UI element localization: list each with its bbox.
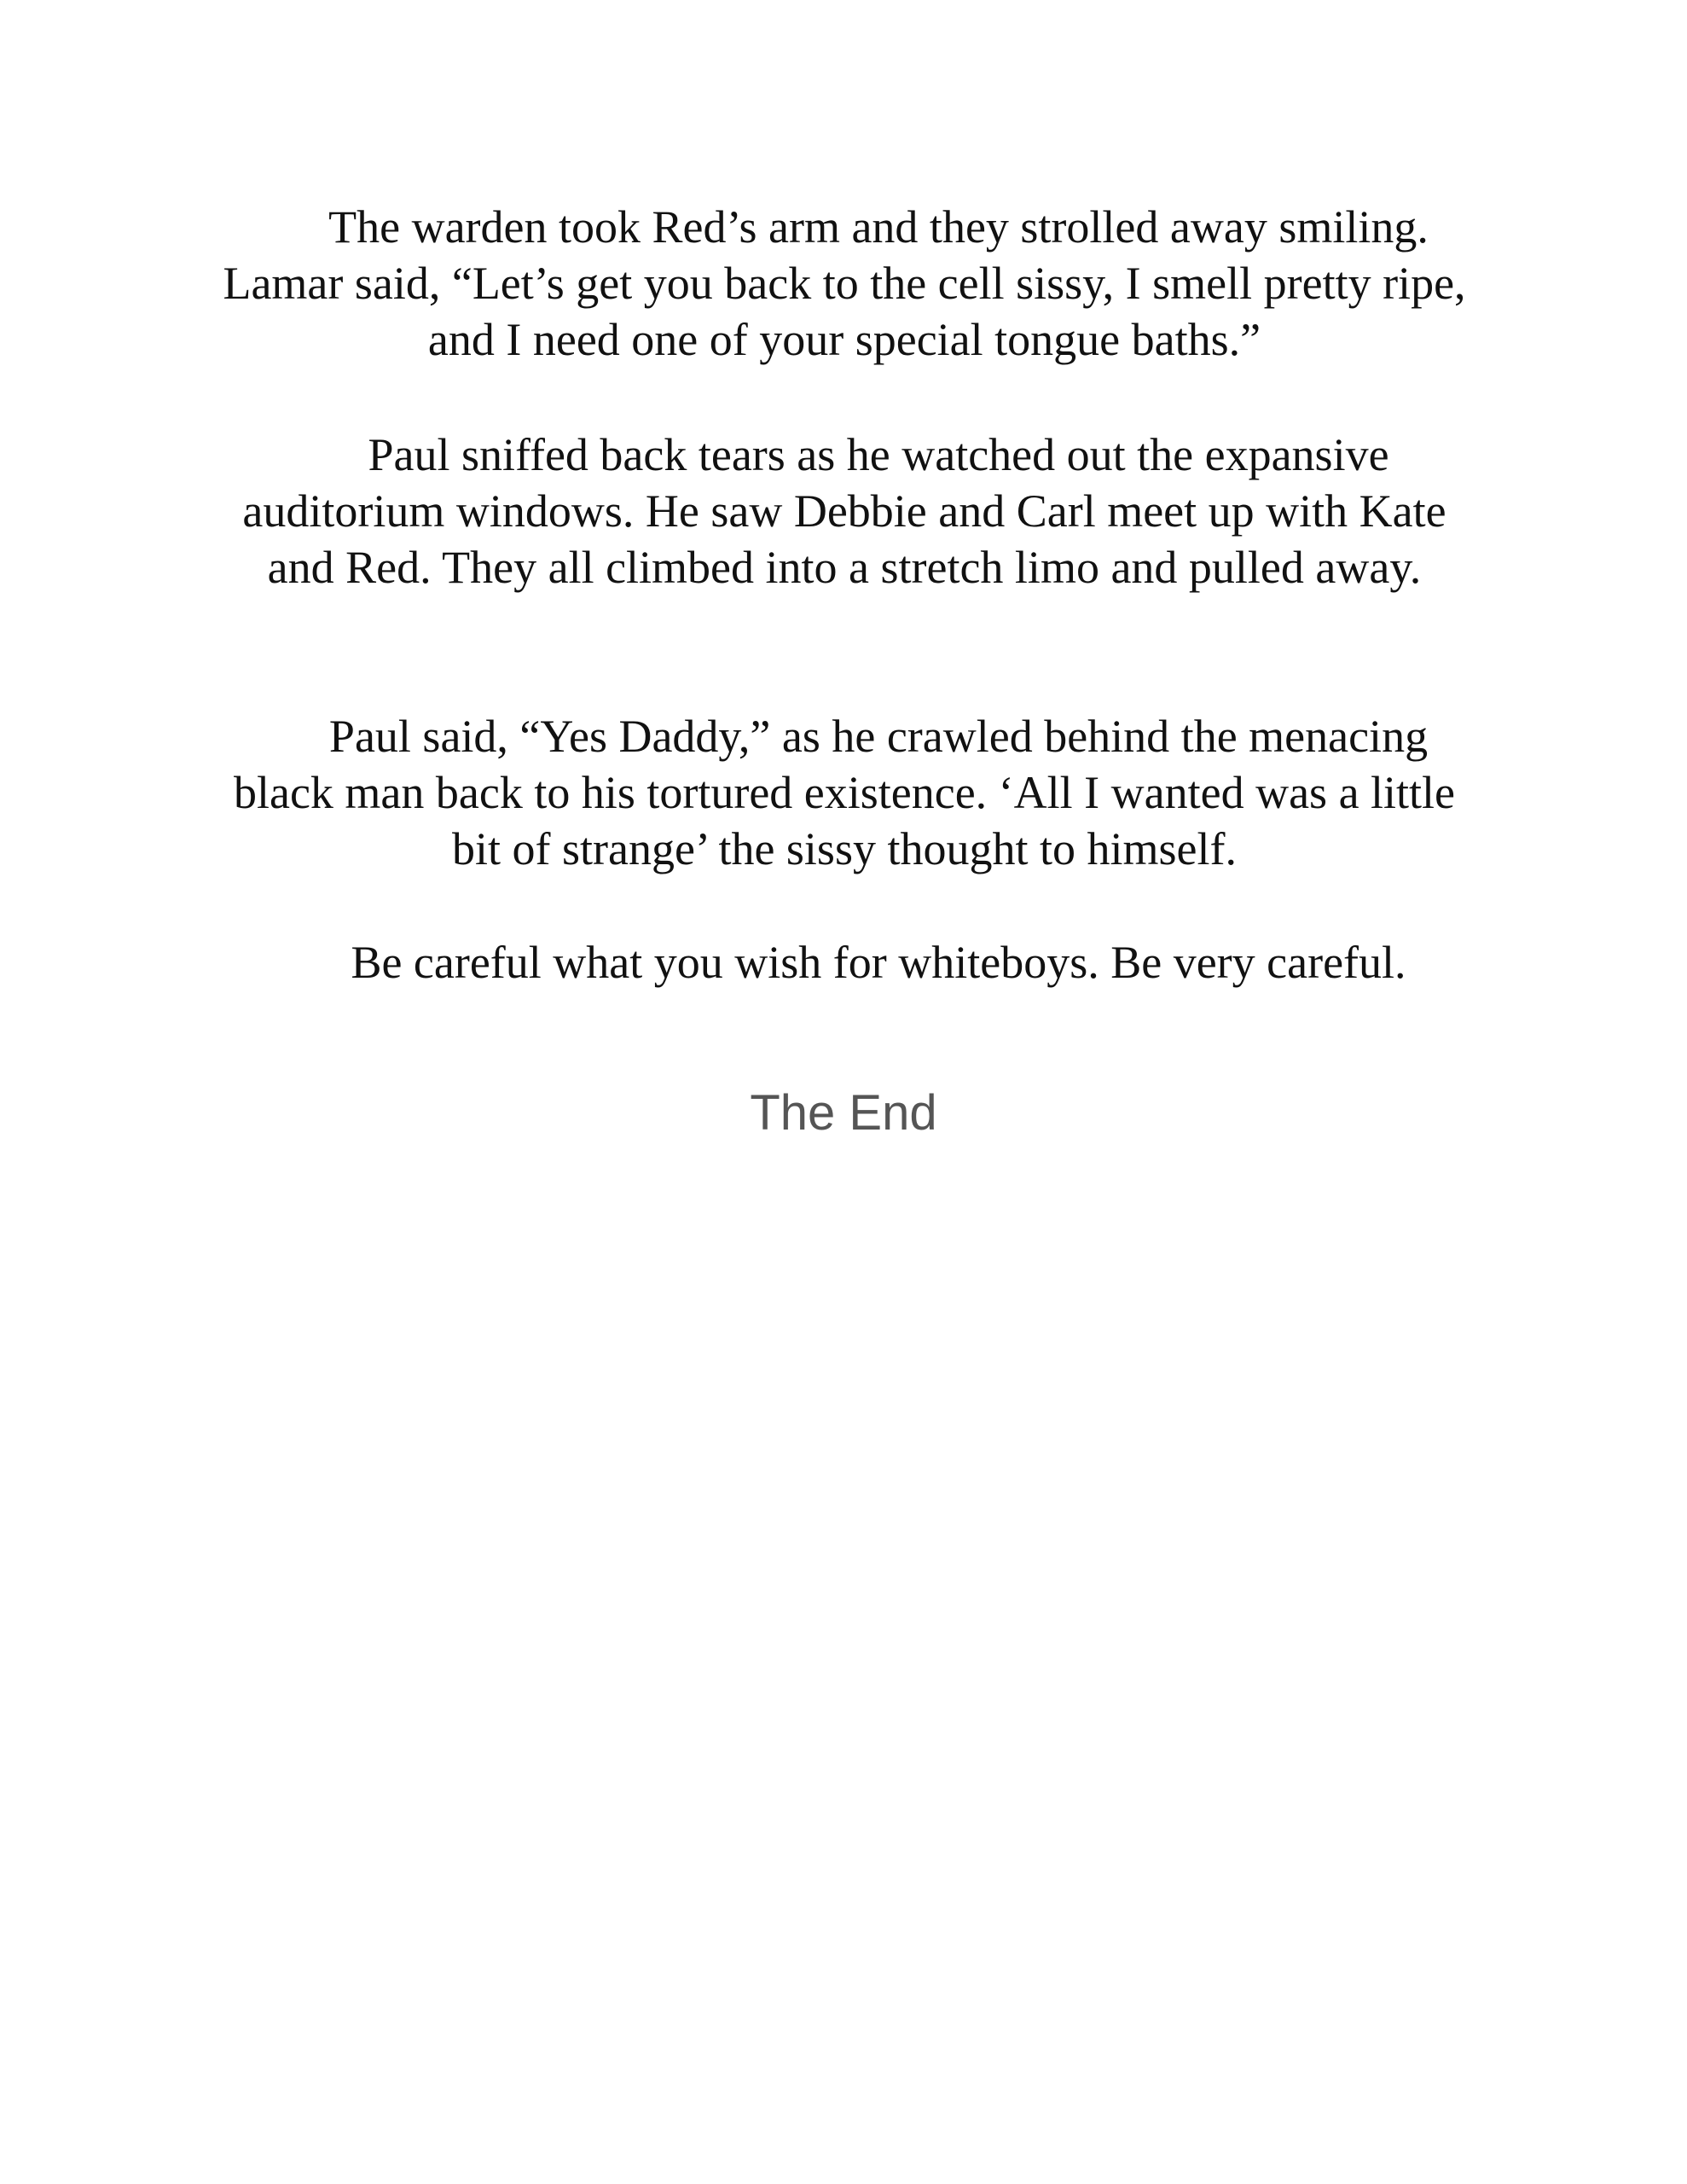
paragraph-2: Paul sniffed back tears as he watched out the expansive auditorium windows. He saw Debbie and Carl meet up with Kate and Red. They all climbed into a stretch limo and pulled away. bbox=[242, 429, 1446, 593]
paragraph-1: The warden took Red’s arm and they strolled away smiling. Lamar said, “Let’s get you back to the cell sissy, I smell pretty ripe, and I need one of your special tongue baths.” bbox=[223, 201, 1466, 365]
paragraph-3: Paul said, “Yes Daddy,” as he crawled behind the menacing black man back to his tortured existence. ‘All I wanted was a little bit of strange’ the sissy thought to himself. bbox=[233, 711, 1456, 874]
the-end-heading: The End bbox=[750, 1085, 937, 1141]
paragraph-4: Be careful what you wish for whiteboys. Be very careful. bbox=[351, 937, 1406, 988]
